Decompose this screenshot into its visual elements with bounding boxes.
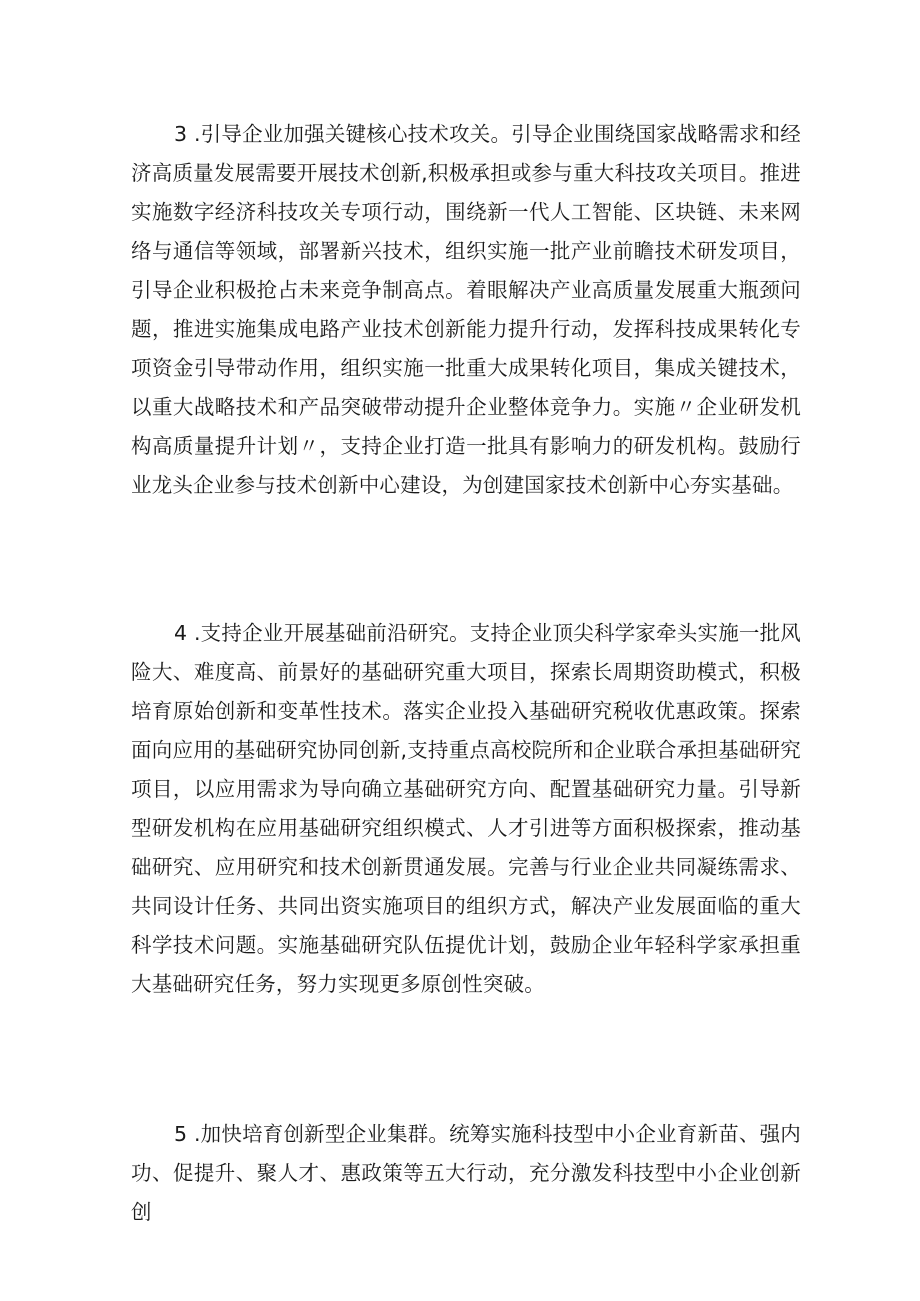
paragraph-3-key-core-technology: 3 .引导企业加强关键核心技术攻关。引导企业围绕国家战略需求和经济高质量发展需要开展技术创新,积极承担或参与重大科技攻关项目。推进实施数字经济科技攻关专项行动，围绕新一代人工智能、区块链、未来网络与通信等领域，部署新兴技术，组织实施一批产业前瞻技术研发项目，引导企业积极抢占未来竞争制高点。着眼解决产业高质量发展重大瓶颈问题，推进实施集成电路产业技术创新能力提升行动，发挥科技成果转化专项资金引导带动作用，组织实施一批重大成果转化项目，集成关键技术，以重大战略技术和产品突破带动提升企业整体竞争力。实施〃企业研发机构高质量提升计划〃，支持企业打造一批具有影响力的研发机构。鼓励行业龙头企业参与技术创新中心建设，为创建国家技术创新中心夯实基础。 xyxy=(131,122,801,497)
paragraph-4-basic-frontier-research: 4 .支持企业开展基础前沿研究。支持企业顶尖科学家牵头实施一批风险大、难度高、前景好的基础研究重大项目，探索长周期资助模式，积极培育原始创新和变革性技术。落实企业投入基础研究税收优惠政策。探索面向应用的基础研究协同创新,支持重点高校院所和企业联合承担基础研究项目，以应用需求为导向确立基础研究方向、配置基础研究力量。引导新型研发机构在应用基础研究组织模式、人才引进等方面积极探索，推动基础研究、应用研究和技术创新贯通发展。完善与行业企业共同凝练需求、共同设计任务、共同出资实施项目的组织方式，解决产业发展面临的重大科学技术问题。实施基础研究队伍提优计划，鼓励企业年轻科学家承担重大基础研究任务，努力实现更多原创性突破。 xyxy=(131,621,801,996)
paragraph-5-innovative-enterprise-cluster: 5 .加快培育创新型企业集群。统筹实施科技型中小企业育新苗、强内功、促提升、聚人才、惠政策等五大行动，充分激发科技型中小企业创新创 xyxy=(131,1122,801,1224)
